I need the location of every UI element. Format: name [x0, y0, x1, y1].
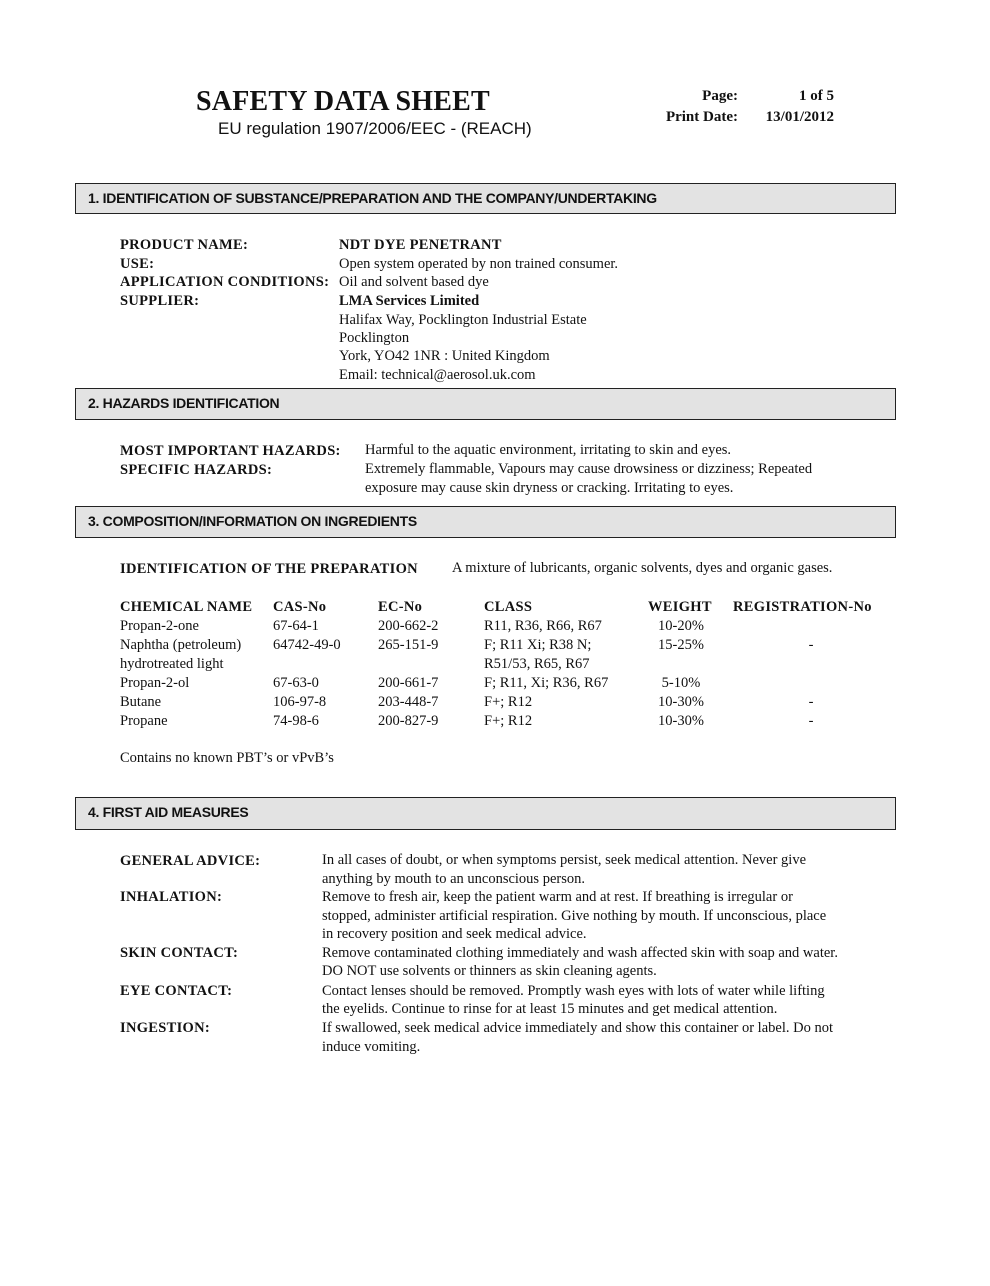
cell-cas: 67-63-0 [273, 675, 319, 691]
application-conditions-label: APPLICATION CONDITIONS: [120, 274, 330, 290]
inhalation-line: Remove to fresh air, keep the patient warm and at rest. If breathing is irregular or [322, 889, 793, 905]
specific-hazards-line: exposure may cause skin dryness or cracking. Irritating to eyes. [365, 480, 734, 496]
cell-weight: 10-30% [658, 694, 704, 710]
section-4-title: 4. FIRST AID MEASURES [88, 804, 249, 820]
cell-class: F+; R12 [484, 694, 533, 710]
supplier-name: LMA Services Limited [339, 293, 480, 309]
general-advice-line: In all cases of doubt, or when symptoms persist, seek medical attention. Never give [322, 852, 807, 868]
skin-contact-line: DO NOT use solvents or thinners as skin cleaning agents. [322, 963, 657, 979]
general-advice-label: GENERAL ADVICE: [120, 853, 261, 869]
most-important-hazards-label: MOST IMPORTANT HAZARDS: [120, 443, 341, 459]
cell-class: F; R11, Xi; R36, R67 [484, 675, 609, 691]
inhalation-label: INHALATION: [120, 889, 223, 905]
document-subtitle: EU regulation 1907/2006/EEC - (REACH) [218, 119, 532, 138]
specific-hazards-label: SPECIFIC HAZARDS: [120, 462, 273, 478]
cell-chemical-name: Naphtha (petroleum) [120, 637, 242, 653]
general-advice-line: anything by mouth to an unconscious person. [322, 871, 585, 887]
ingestion-line: If swallowed, seek medical advice immediately and show this container or label. Do not [322, 1020, 833, 1036]
specific-hazards-line: Extremely flammable, Vapours may cause drowsiness or dizziness; Repeated [365, 461, 813, 477]
cell-ec: 200-827-9 [378, 713, 439, 729]
cell-cas: 67-64-1 [273, 618, 319, 634]
cell-registration: - [808, 713, 814, 729]
skin-contact-label: SKIN CONTACT: [120, 945, 239, 961]
supplier-address-line: Pocklington [339, 330, 410, 346]
cell-weight: 15-25% [658, 637, 704, 653]
cell-weight: 10-20% [658, 618, 704, 634]
cell-chemical-name: Propan-2-one [120, 618, 199, 634]
inhalation-line: stopped, administer artificial respiration. Give nothing by mouth. If unconscious, place [322, 908, 827, 924]
cell-cas: 64742-49-0 [273, 637, 341, 653]
cell-cas: 74-98-6 [273, 713, 319, 729]
inhalation-line: in recovery position and seek medical advice. [322, 926, 587, 942]
skin-contact-line: Remove contaminated clothing immediately and wash affected skin with soap and water. [322, 945, 838, 961]
cell-chemical-name: Propane [120, 713, 168, 729]
cell-class: F+; R12 [484, 713, 533, 729]
cell-chemical-name: Propan-2-ol [120, 675, 190, 691]
cell-weight: 10-30% [658, 713, 704, 729]
eye-contact-label: EYE CONTACT: [120, 983, 233, 999]
product-name-value: NDT DYE PENETRANT [339, 237, 502, 253]
use-value: Open system operated by non trained consumer. [339, 256, 619, 272]
product-name-label: PRODUCT NAME: [120, 237, 249, 253]
pbt-note: Contains no known PBT’s or vPvB’s [120, 750, 334, 766]
print-date-value: 13/01/2012 [765, 109, 834, 125]
cell-class: R11, R36, R66, R67 [484, 618, 602, 634]
cell-ec: 200-661-7 [378, 675, 439, 691]
identification-value: A mixture of lubricants, organic solvents, dyes and organic gases. [452, 560, 833, 576]
cell-chemical-name-cont: hydrotreated light [120, 656, 224, 672]
eye-contact-line: Contact lenses should be removed. Promptly wash eyes with lots of water while lifting [322, 983, 825, 999]
page-value: 1 of 5 [799, 88, 834, 104]
col-header-weight: WEIGHT [648, 599, 712, 615]
ingestion-line: induce vomiting. [322, 1039, 421, 1055]
eye-contact-line: the eyelids. Continue to rinse for at least 15 minutes and get medical attention. [322, 1001, 778, 1017]
section-3-header [75, 506, 896, 538]
cell-cas: 106-97-8 [273, 694, 327, 710]
cell-ec: 265-151-9 [378, 637, 439, 653]
cell-ec: 203-448-7 [378, 694, 439, 710]
section-2-header [75, 388, 896, 420]
use-label: USE: [120, 256, 155, 272]
cell-registration: - [808, 637, 814, 653]
cell-class: F; R11 Xi; R38 N; [484, 637, 592, 653]
page-label: Page: [702, 88, 738, 104]
supplier-address-line: York, YO42 1NR : United Kingdom [339, 348, 550, 364]
col-header-registration: REGISTRATION-No [733, 599, 872, 615]
ingestion-label: INGESTION: [120, 1020, 211, 1036]
section-2-title: 2. HAZARDS IDENTIFICATION [88, 395, 280, 411]
section-1-header [75, 183, 896, 214]
section-3-title: 3. COMPOSITION/INFORMATION ON INGREDIENTS [88, 513, 417, 529]
cell-registration: - [808, 694, 814, 710]
col-header-cas: CAS-No [273, 599, 327, 615]
supplier-address-line: Halifax Way, Pocklington Industrial Estate [339, 312, 587, 328]
section-1-title: 1. IDENTIFICATION OF SUBSTANCE/PREPARATION AND THE COMPANY/UNDERTAKING [88, 190, 657, 206]
document-title: SAFETY DATA SHEET [196, 86, 490, 117]
col-header-ec: EC-No [378, 599, 423, 615]
cell-chemical-name: Butane [120, 694, 162, 710]
supplier-email: Email: technical@aerosol.uk.com [339, 367, 536, 383]
section-4-header [75, 797, 896, 830]
print-date-label: Print Date: [665, 109, 738, 125]
identification-label: IDENTIFICATION OF THE PREPARATION [120, 561, 418, 577]
cell-ec: 200-662-2 [378, 618, 439, 634]
col-header-class: CLASS [484, 599, 533, 615]
col-header-chemical-name: CHEMICAL NAME [120, 599, 253, 615]
most-important-hazards-value: Harmful to the aquatic environment, irritating to skin and eyes. [365, 442, 732, 458]
supplier-label: SUPPLIER: [120, 293, 200, 309]
application-conditions-value: Oil and solvent based dye [339, 274, 489, 290]
cell-class-cont: R51/53, R65, R67 [484, 656, 590, 672]
cell-weight: 5-10% [661, 675, 701, 691]
